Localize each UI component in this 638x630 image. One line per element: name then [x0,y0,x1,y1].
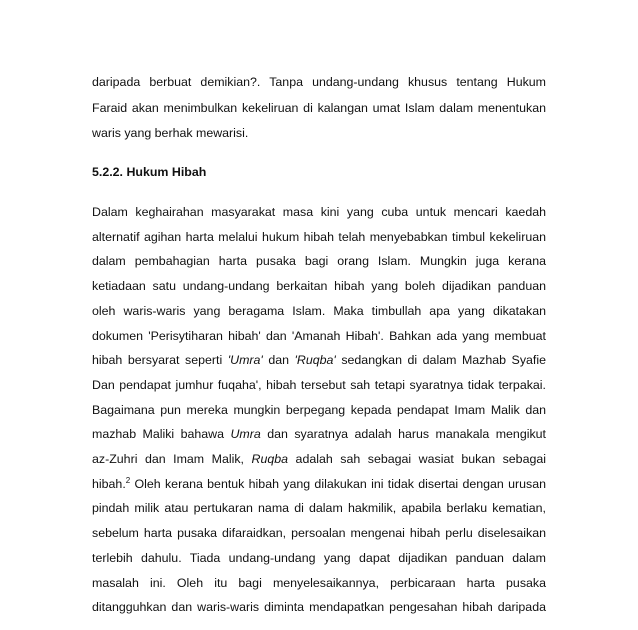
paragraph-line: dokumen 'Perisytiharan hibah' dan 'Amanah Hibah'. Bahkan ada yang membuat [92,328,546,343]
italic-term: 'Ruqba' [294,353,336,368]
paragraph-line: ditangguhkan dan waris-waris diminta mendapatkan pengesahan hibah daripada [92,600,546,615]
paragraph-line: Dalam keghairahan masyarakat masa kini yang cuba untuk mencari kaedah [92,205,546,219]
text-segment: adalah sah sebagai wasiat bukan sebagai [288,452,547,466]
text-segment: Oleh kerana bentuk hibah yang dilakukan ini tidak disertai dengan urusan [130,476,546,491]
paragraph-line: Faraid akan menimbulkan kekeliruan di kalangan umat Islam dalam menentukan [92,100,546,115]
paragraph-line [92,352,546,368]
text-segment: hibah. [92,476,126,491]
paragraph-line: masalah ini. Oleh itu bagi menyelesaikannya, perbicaraan harta pusaka [92,575,546,590]
paragraph-line: pindah milik atau pertukaran nama di dalam hakmilik, apabila berlaku kematian, [92,501,546,516]
paragraph-line: Dan pendapat jumhur fuqaha', hibah tersebut sah tetapi syaratnya tidak terpakai. [92,377,546,392]
italic-term: Umra [230,427,261,442]
italic-term: 'Umra' [227,353,263,368]
paragraph-line: sebelum harta pusaka difaraidkan, persoalan mengenai hibah perlu diselesaikan [92,526,546,541]
text-segment: hibah bersyarat seperti [92,353,228,368]
italic-term: Ruqba [251,452,289,466]
paragraph-line [92,476,546,492]
paragraph-line: terlebih dahulu. Tiada undang-undang yang dapat dijadikan panduan dalam [92,550,546,565]
section-heading: 5.2.2. Hukum Hibah [92,165,207,179]
paragraph-line: ketiadaan satu undang-undang berkaitan hibah yang boleh dijadikan panduan [92,279,546,294]
text-segment: mazhab Maliki bahawa [92,427,231,442]
text-segment: dan [262,353,295,368]
paragraph-line [92,426,546,442]
text-segment: az-Zuhri dan Imam Malik, [92,452,252,466]
paragraph-line: alternatif agihan harta melalui hukum hibah telah menyebabkan timbul kekeliruan [92,229,546,244]
text-segment: sedangkan di dalam Mazhab Syafie [335,353,546,368]
paragraph-line [92,451,546,467]
text-segment: dan syaratnya adalah harus manakala mengikut [260,427,546,442]
paragraph-line: daripada berbuat demikian?. Tanpa undang-undang khusus tentang Hukum [92,75,546,89]
paragraph-line: waris yang berhak mewarisi. [92,126,249,140]
paragraph-line: dalam pembahagian harta pusaka bagi orang Islam. Mungkin juga kerana [92,254,546,269]
paragraph-line: Bagaimana pun mereka mungkin berpegang kepada pendapat Imam Malik dan [92,402,546,417]
footnote-ref[interactable]: 2 [125,475,131,485]
paragraph-line: oleh waris-waris yang beragama Islam. Maka timbullah apa yang dikatakan [92,303,546,318]
